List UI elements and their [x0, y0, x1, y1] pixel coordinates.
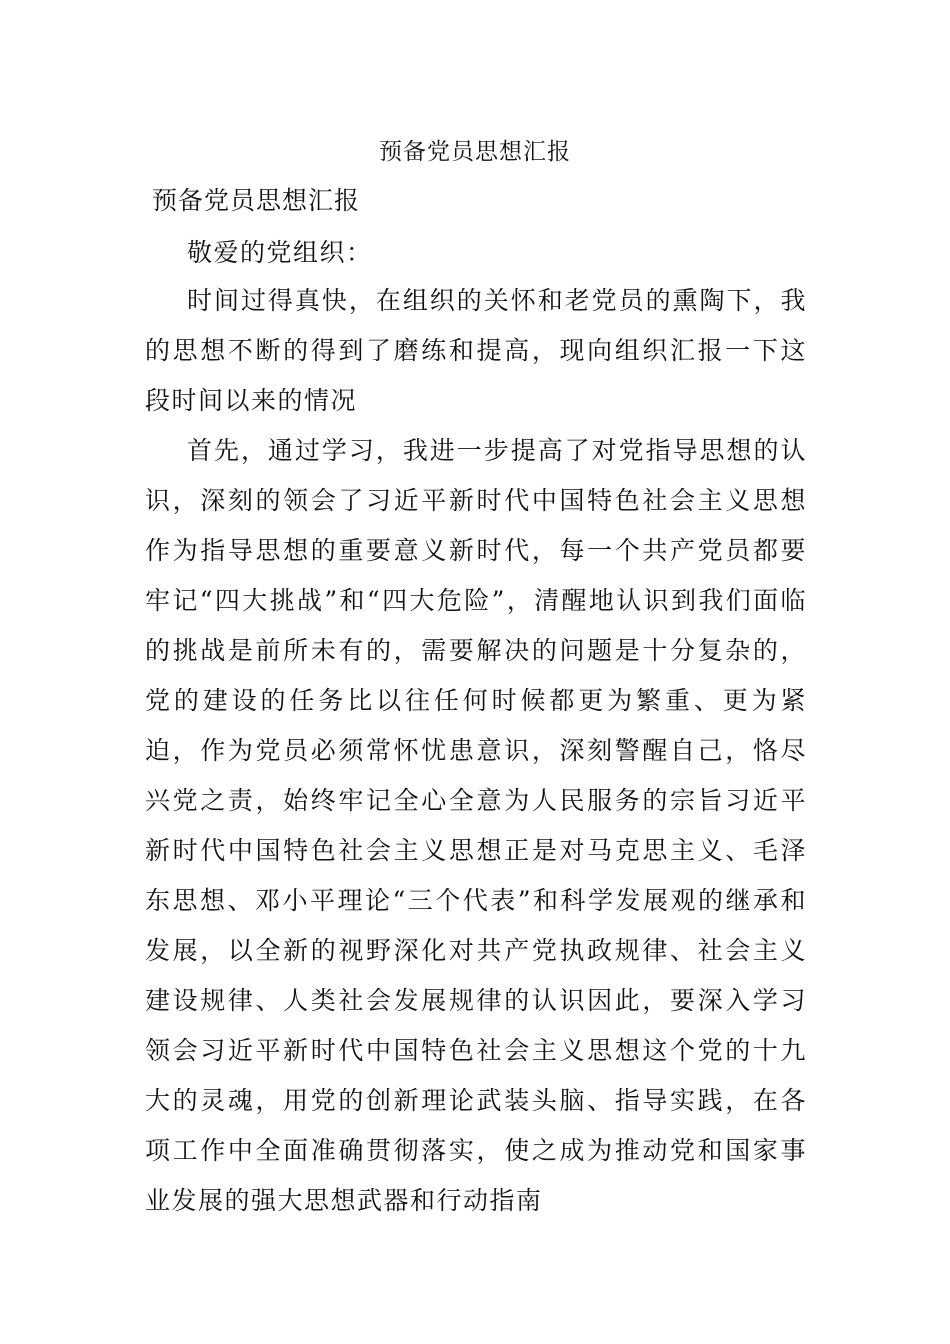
document-title: 预备党员思想汇报: [379, 139, 571, 165]
salutation: 敬爱的党组织：: [187, 238, 373, 267]
document-subtitle: 预备党员思想汇报: [152, 186, 361, 215]
paragraph-2: 首先，通过学习，我进一步提高了对党指导思想的认识，深刻的领会了习近平新时代中国特色社会主义思想作为指导思想的重要意义新时代，每一个共产党员都要牢记“四大挑战”和“四大危险”，清醒地认识到我们面临的挑战是前所未有的，需要解决的问题是十分复杂的，党的建设的任务比以往任何时候都更为繁重、更为紧迫，作为党员必须常怀忧患意识，深刻警醒自己，恪尽兴党之责，始终牢记全心全意为人民服务的宗旨习近平新时代中国特色社会主义思想正是对马克思主义、毛泽东思想、邓小平理论“三个代表”和科学发展观的继承和发展，以全新的视野深化对共产党执政规律、社会主义建设规律、人类社会发展规律的认识因此，要深入学习领会习近平新时代中国特色社会主义思想这个党的十九大的灵魂，用党的创新理论武装头脑、指导实践，在各项工作中全面准确贯彻落实，使之成为推动党和国家事业发展的强大思想武器和行动指南: [145, 436, 807, 1215]
paragraph-1: 时间过得真快，在组织的关怀和老党员的熏陶下，我的思想不断的得到了磨练和提高，现向组织汇报一下这段时间以来的情况: [145, 286, 807, 415]
